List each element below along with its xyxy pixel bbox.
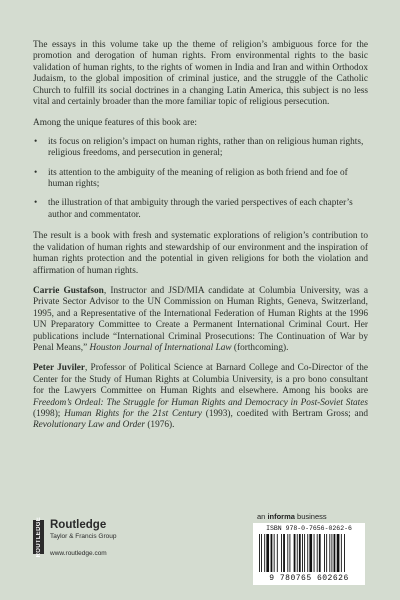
isbn-label: ISBN 978-0-7656-0262-6 (266, 525, 352, 532)
bio-text: , Instructor and JSD/MIA candidate at Columbia University, was a Private Sector Advisor to the UN Commission on Human Rights, Geneva, Switzerland, 1995, and a Representative of the International Federation of Human Rights at the 1996 UN Preparatory Committee to Create a Permanent International Criminal Court. Her publications include “International Criminal Prosecutions: The Continuation of War by Penal Means,” (33, 285, 368, 353)
author-name: Peter Juviler (33, 363, 86, 374)
back-cover-text (33, 40, 368, 441)
feature-item: • the illustration of that ambiguity through the varied perspectives of each chapter’s author and commentator. (33, 198, 368, 221)
publisher-name: Routledge (50, 519, 107, 531)
bio-text: (1998); (33, 408, 65, 419)
book-title: Human Rights for the 21st Century (64, 408, 202, 419)
publisher-url: www.routledge.com (50, 550, 107, 557)
features-list (33, 137, 368, 221)
barcode-digits: 9 780765 602626 (269, 574, 349, 583)
author-name: Carrie Gustafson (33, 285, 104, 296)
publisher-block (50, 519, 116, 557)
book-title: Revolutionary Law and Order (33, 420, 145, 431)
author-bio-gustafson (33, 286, 368, 354)
routledge-logo-icon (33, 516, 44, 558)
informa-business-mark (257, 512, 327, 521)
informa-prefix: an (257, 512, 266, 521)
features-heading: Among the unique features of this book are: (33, 118, 197, 129)
informa-suffix: business (297, 512, 327, 521)
book-title: Freedom’s Ordeal: The Struggle for Human Rights and Democracy in Post-Soviet States (33, 397, 368, 408)
feature-item: • its focus on religion’s impact on human rights, rather than on religious human rights, religious freedoms, and persecution in general; (33, 137, 368, 160)
bio-text: (1976). (145, 420, 175, 431)
intro-paragraph: The essays in this volume take up the theme of religion’s ambiguous force for the promotion and derogation of human rights. From environmental rights to the basic validation of human rights, to the rights of women in India and Iran and within Orthodox Judaism, to the global imposition of criminal justice, and the struggle of the Catholic Church to fulfill its social doctrines in a changing Latin America, this subject is no less vital and certainly broader than the more familiar topic of religious persecution. (33, 40, 368, 108)
isbn-barcode (253, 523, 365, 585)
author-bio-juviler (33, 363, 368, 431)
summary-paragraph: The result is a book with fresh and systematic explorations of religion’s contribution to the validation of human rights and stewardship of our environment and the inspiration of human rights protection and the potential in given religions for both the violation and affirmation of human rights. (33, 231, 368, 276)
bio-text: , Professor of Political Science at Barnard College and Co-Director of the Center for the Study of Human Rights at Columbia University, is a pro bono consultant for the Lawyers Committee on Human Rights and elsewhere. Among his books are (33, 363, 368, 397)
feature-item: • its attention to the ambiguity of the meaning of religion as both friend and foe of human rights; (33, 168, 368, 191)
informa-brand: informa (267, 512, 295, 521)
cover-footer (0, 512, 400, 600)
publisher-group: Taylor & Francis Group (50, 533, 117, 540)
bio-text: (forthcoming). (231, 342, 289, 353)
barcode-bars-icon (259, 534, 359, 572)
journal-title: Houston Journal of International Law (89, 342, 232, 353)
bio-text: (1993), coedited with Bertram Gross; and (201, 408, 368, 419)
logo-text: ROUTLEDGE (35, 516, 42, 558)
